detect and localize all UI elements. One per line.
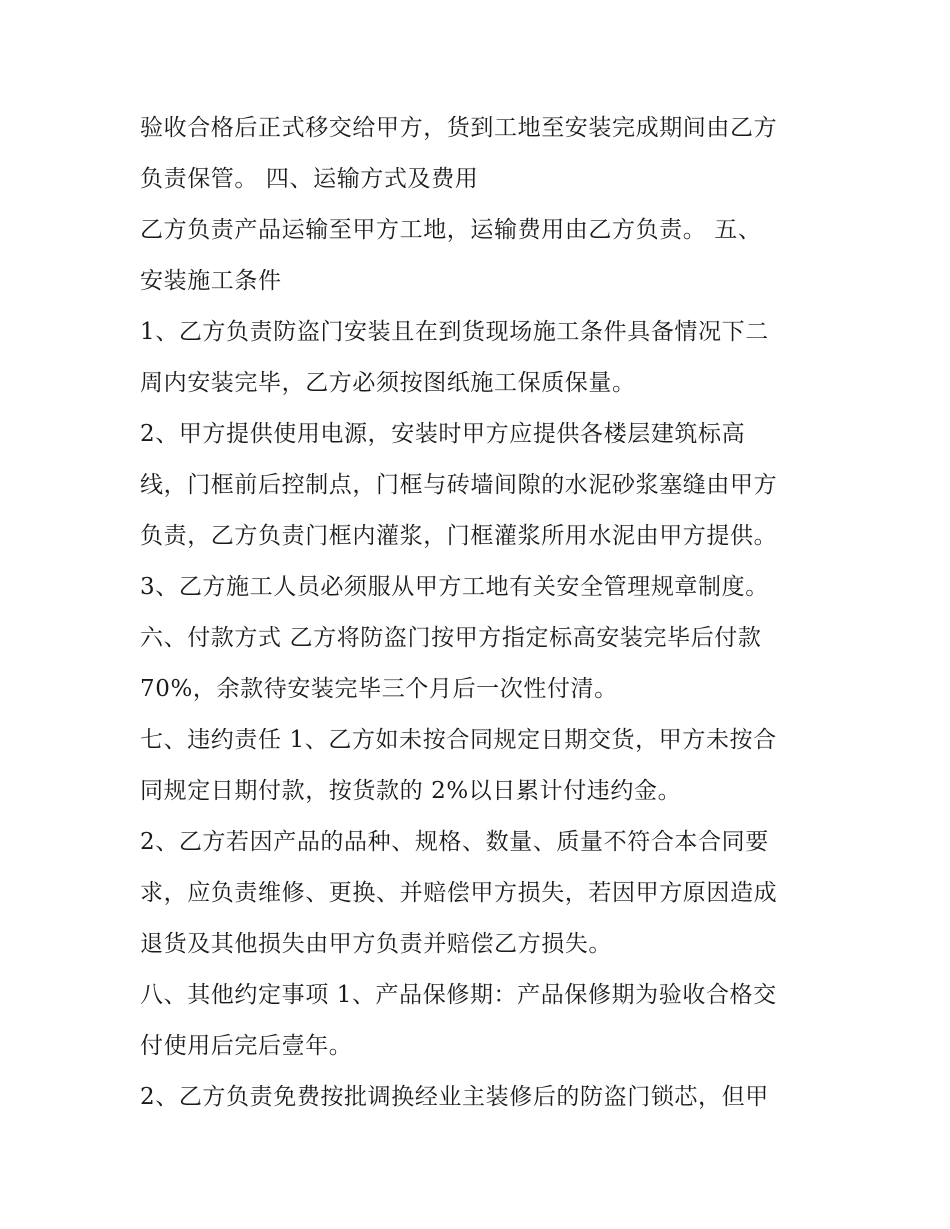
text-line-4: 安装施工条件: [140, 268, 282, 294]
text-line-9: 负责，乙方负责门框内灌浆，门框灌浆所用水泥由甲方提供。: [140, 523, 778, 549]
text-line-1: 验收合格后正式移交给甲方，货到工地至安装完成期间由乙方: [140, 115, 778, 141]
text-line-10: 3、乙方施工人员必须服从甲方工地有关安全管理规章制度。: [140, 574, 769, 600]
text-line-19: 付使用后完后壹年。: [140, 1033, 353, 1059]
text-line-13: 七、违约责任 1、乙方如未按合同规定日期交货，甲方未按合: [140, 727, 777, 753]
text-line-5: 1、乙方负责防盗门安装且在到货现场施工条件具备情况下二: [140, 319, 769, 345]
document-page: [140, 106, 820, 1126]
text-line-18: 八、其他约定事项 1、产品保修期：产品保修期为验收合格交: [140, 982, 777, 1008]
text-line-15: 2、乙方若因产品的品种、规格、数量、质量不符合本合同要: [140, 829, 769, 855]
text-line-20: 2、乙方负责免费按批调换经业主装修后的防盗门锁芯，但甲: [140, 1084, 769, 1110]
text-line-3: 乙方负责产品运输至甲方工地，运输费用由乙方负责。 五、: [140, 217, 762, 243]
text-line-17: 退货及其他损失由甲方负责并赔偿乙方损失。: [140, 931, 612, 957]
text-line-6: 周内安装完毕，乙方必须按图纸施工保质保量。: [140, 370, 636, 396]
text-line-16: 求，应负责维修、更换、并赔偿甲方损失，若因甲方原因造成: [140, 880, 778, 906]
text-line-7: 2、甲方提供使用电源，安装时甲方应提供各楼层建筑标高: [140, 421, 746, 447]
text-line-8: 线，门框前后控制点，门框与砖墙间隙的水泥砂浆塞缝由甲方: [140, 472, 778, 498]
text-line-14: 同规定日期付款，按货款的 2%以日累计付违约金。: [140, 778, 682, 804]
text-line-12: 70%，余款待安装完毕三个月后一次性付清。: [140, 676, 618, 702]
text-line-11: 六、付款方式 乙方将防盗门按甲方指定标高安装完毕后付款: [140, 625, 762, 651]
text-line-2: 负责保管。 四、运输方式及费用: [140, 166, 479, 192]
